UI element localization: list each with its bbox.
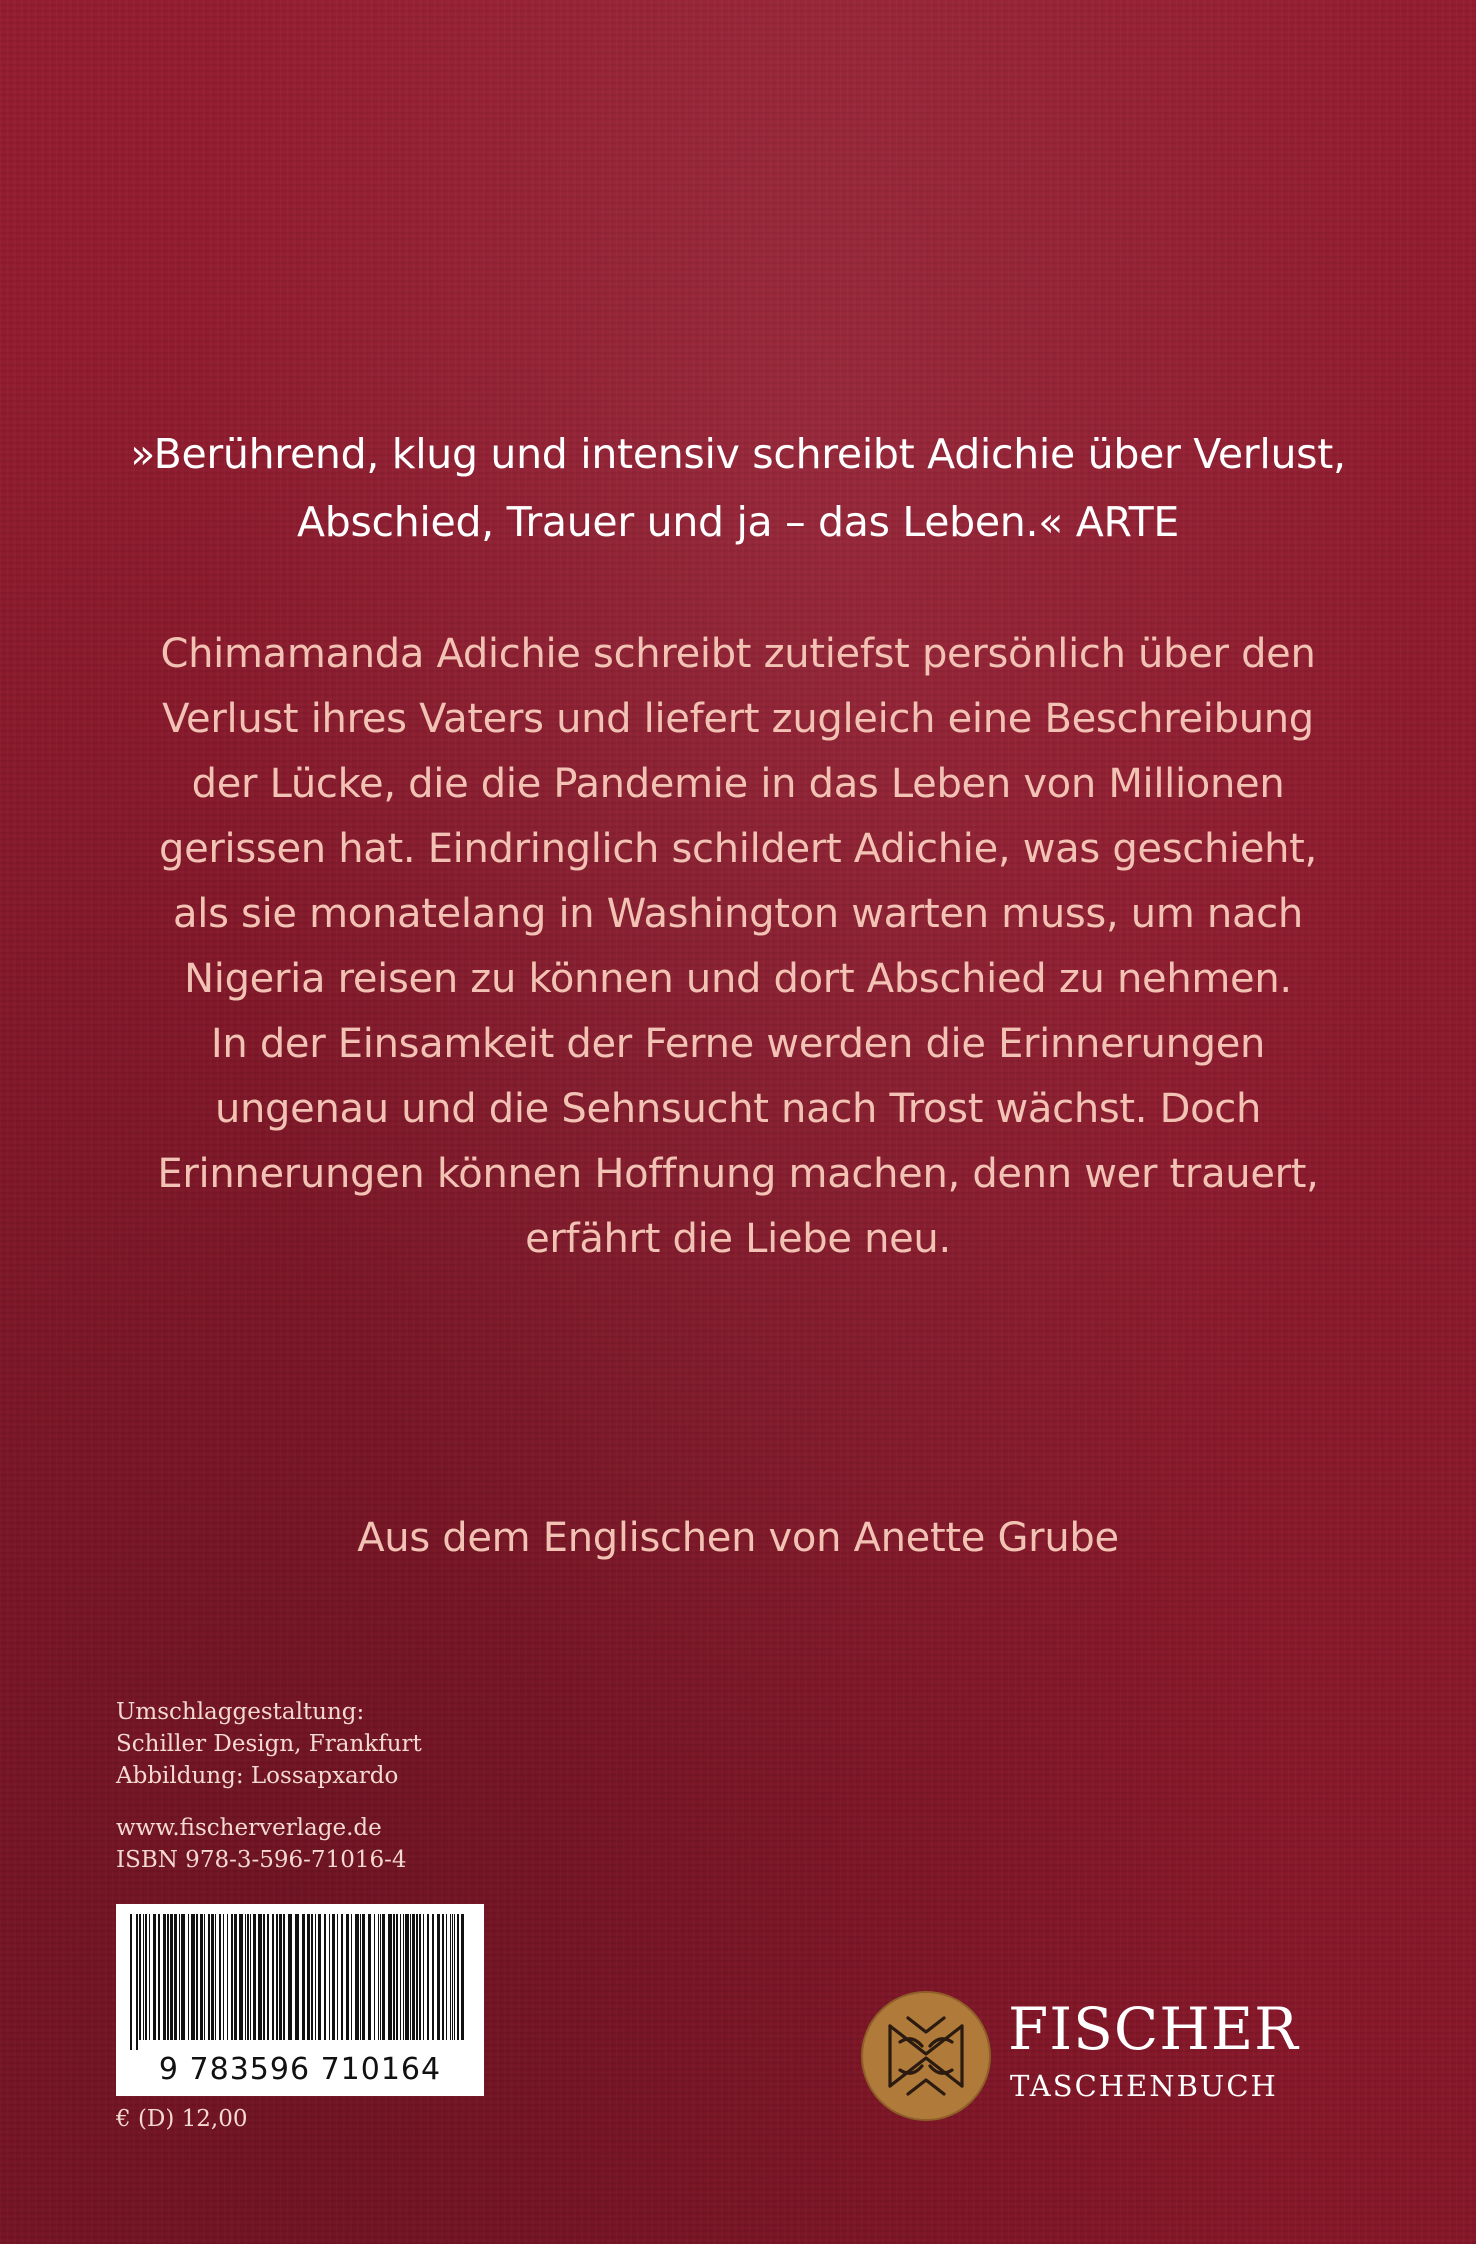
press-quote bbox=[100, 420, 1376, 556]
publisher-info bbox=[116, 1812, 407, 1876]
barcode-bar bbox=[204, 1914, 205, 2040]
barcode-bar bbox=[247, 1914, 249, 2040]
barcode-bar bbox=[351, 1914, 352, 2040]
barcode-bars bbox=[116, 1904, 484, 2054]
barcode-bar bbox=[276, 1914, 278, 2040]
barcode-bar bbox=[167, 1914, 169, 2040]
barcode-bar bbox=[396, 1914, 398, 2040]
press-quote-line: Abschied, Trauer und ja – das Leben.« ARTE bbox=[296, 498, 1180, 546]
barcode-bar bbox=[188, 1914, 189, 2040]
fischer-fish-logo-icon bbox=[860, 1990, 992, 2122]
description-line: Erinnerungen können Hoffnung machen, denn wer trauert, bbox=[157, 1151, 1319, 1197]
barcode-bar bbox=[416, 1914, 418, 2040]
description-line: ungenau und die Sehnsucht nach Trost wächst. Doch bbox=[214, 1086, 1262, 1132]
barcode-bar bbox=[403, 1914, 404, 2040]
barcode-bar bbox=[219, 1914, 221, 2040]
credit-line: Schiller Design, Frankfurt bbox=[116, 1731, 422, 1757]
credit-line: Abbildung: Lossapxardo bbox=[116, 1763, 399, 1789]
barcode-bar bbox=[295, 1914, 299, 2040]
barcode-bar bbox=[432, 1914, 434, 2040]
barcode-bar bbox=[362, 1914, 365, 2040]
description-line: gerissen hat. Eindringlich schildert Adichie, was geschieht, bbox=[159, 826, 1317, 872]
barcode-bar bbox=[337, 1914, 338, 2040]
barcode-bar bbox=[457, 1914, 459, 2040]
barcode bbox=[116, 1904, 484, 2096]
barcode-bar bbox=[239, 1914, 243, 2040]
barcode-bar bbox=[341, 1914, 343, 2040]
barcode-bar bbox=[410, 1914, 411, 2040]
credit-line: Umschlaggestaltung: bbox=[116, 1699, 365, 1725]
barcode-bar bbox=[307, 1914, 310, 2040]
barcode-bar bbox=[136, 1914, 138, 2050]
barcode-bar bbox=[461, 1914, 464, 2040]
barcode-bar bbox=[412, 1914, 415, 2040]
barcode-bar bbox=[452, 1914, 453, 2040]
barcode-bar bbox=[250, 1914, 251, 2040]
barcode-bar bbox=[139, 1914, 141, 2040]
barcode-bar bbox=[427, 1914, 429, 2040]
barcode-bar bbox=[234, 1914, 237, 2040]
barcode-bar bbox=[380, 1914, 381, 2040]
barcode-bar bbox=[130, 1914, 132, 2050]
description-line: In der Einsamkeit der Ferne werden die Erinnerungen bbox=[210, 1021, 1266, 1067]
barcode-bar bbox=[374, 1914, 375, 2040]
publisher-imprint: TASCHENBUCH bbox=[1010, 2069, 1278, 2103]
barcode-bar bbox=[215, 1914, 216, 2040]
barcode-bar bbox=[191, 1914, 195, 2040]
barcode-bar bbox=[179, 1914, 180, 2040]
barcode-bar bbox=[153, 1914, 156, 2040]
barcode-bar bbox=[196, 1914, 198, 2040]
barcode-bar bbox=[423, 1914, 424, 2040]
barcode-bar bbox=[245, 1914, 246, 2040]
book-description bbox=[100, 622, 1376, 1272]
barcode-bar bbox=[388, 1914, 392, 2040]
barcode-bar bbox=[181, 1914, 185, 2040]
barcode-bar bbox=[200, 1914, 203, 2040]
publisher-name: FISCHER bbox=[1008, 1995, 1299, 2063]
barcode-bar bbox=[400, 1914, 401, 2040]
barcode-bar bbox=[143, 1914, 144, 2040]
barcode-bar bbox=[288, 1914, 292, 2040]
price: € (D) 12,00 bbox=[116, 2106, 248, 2132]
barcode-bar bbox=[437, 1914, 440, 2040]
publisher-logo bbox=[860, 1990, 1360, 2125]
barcode-bar bbox=[223, 1914, 224, 2040]
barcode-bar bbox=[302, 1914, 305, 2040]
barcode-bar bbox=[419, 1914, 421, 2040]
barcode-bar bbox=[208, 1914, 210, 2040]
barcode-bar bbox=[442, 1914, 444, 2040]
barcode-bar bbox=[231, 1914, 233, 2040]
isbn: ISBN 978-3-596-71016-4 bbox=[116, 1847, 407, 1873]
barcode-bar bbox=[158, 1914, 160, 2040]
barcode-bar bbox=[405, 1914, 409, 2040]
description-line: Verlust ihres Vaters und liefert zugleich eine Beschreibung bbox=[162, 696, 1314, 742]
translator-credit: Aus dem Englischen von Anette Grube bbox=[357, 1515, 1119, 1561]
barcode-bar bbox=[446, 1914, 447, 2040]
press-quote-line: »Berührend, klug und intensiv schreibt Adichie über Verlust, bbox=[130, 430, 1346, 478]
barcode-bar bbox=[382, 1914, 385, 2040]
barcode-bar bbox=[346, 1914, 349, 2040]
barcode-bar bbox=[163, 1914, 166, 2040]
barcode-bar bbox=[360, 1914, 361, 2040]
barcode-bar bbox=[315, 1914, 316, 2040]
barcode-bar bbox=[368, 1914, 371, 2040]
barcode-bar bbox=[263, 1914, 265, 2040]
barcode-bar bbox=[454, 1914, 455, 2040]
barcode-bar bbox=[211, 1914, 214, 2040]
barcode-bar bbox=[311, 1914, 313, 2040]
barcode-bar bbox=[272, 1914, 274, 2040]
barcode-bar bbox=[279, 1914, 282, 2040]
barcode-bar bbox=[378, 1914, 379, 2040]
barcode-bar bbox=[227, 1914, 228, 2040]
publisher-url: www.fischerverlage.de bbox=[116, 1815, 382, 1841]
description-line: Nigeria reisen zu können und dort Abschied zu nehmen. bbox=[184, 956, 1292, 1002]
barcode-bar bbox=[149, 1914, 150, 2040]
barcode-bar bbox=[174, 1914, 177, 2040]
barcode-digits: 9 783596 710164 bbox=[158, 2052, 442, 2087]
barcode-bar bbox=[253, 1914, 256, 2040]
barcode-bar bbox=[170, 1914, 173, 2040]
barcode-bar bbox=[318, 1914, 321, 2040]
barcode-bar bbox=[324, 1914, 326, 2040]
barcode-bar bbox=[267, 1914, 269, 2040]
barcode-bar bbox=[329, 1914, 330, 2040]
description-line: Chimamanda Adichie schreibt zutiefst persönlich über den bbox=[160, 631, 1316, 677]
description-line: als sie monatelang in Washington warten muss, um nach bbox=[173, 891, 1303, 937]
barcode-bar bbox=[450, 1914, 451, 2040]
description-line: der Lücke, die die Pandemie in das Leben von Millionen bbox=[191, 761, 1285, 807]
barcode-bar bbox=[332, 1914, 335, 2040]
barcode-bar bbox=[355, 1914, 359, 2040]
barcode-bar bbox=[145, 1914, 147, 2040]
description-line: erfährt die Liebe neu. bbox=[525, 1216, 951, 1262]
barcode-bar bbox=[258, 1914, 262, 2040]
design-credits bbox=[116, 1696, 422, 1792]
barcode-bar bbox=[283, 1914, 285, 2040]
barcode-bar bbox=[393, 1914, 395, 2040]
